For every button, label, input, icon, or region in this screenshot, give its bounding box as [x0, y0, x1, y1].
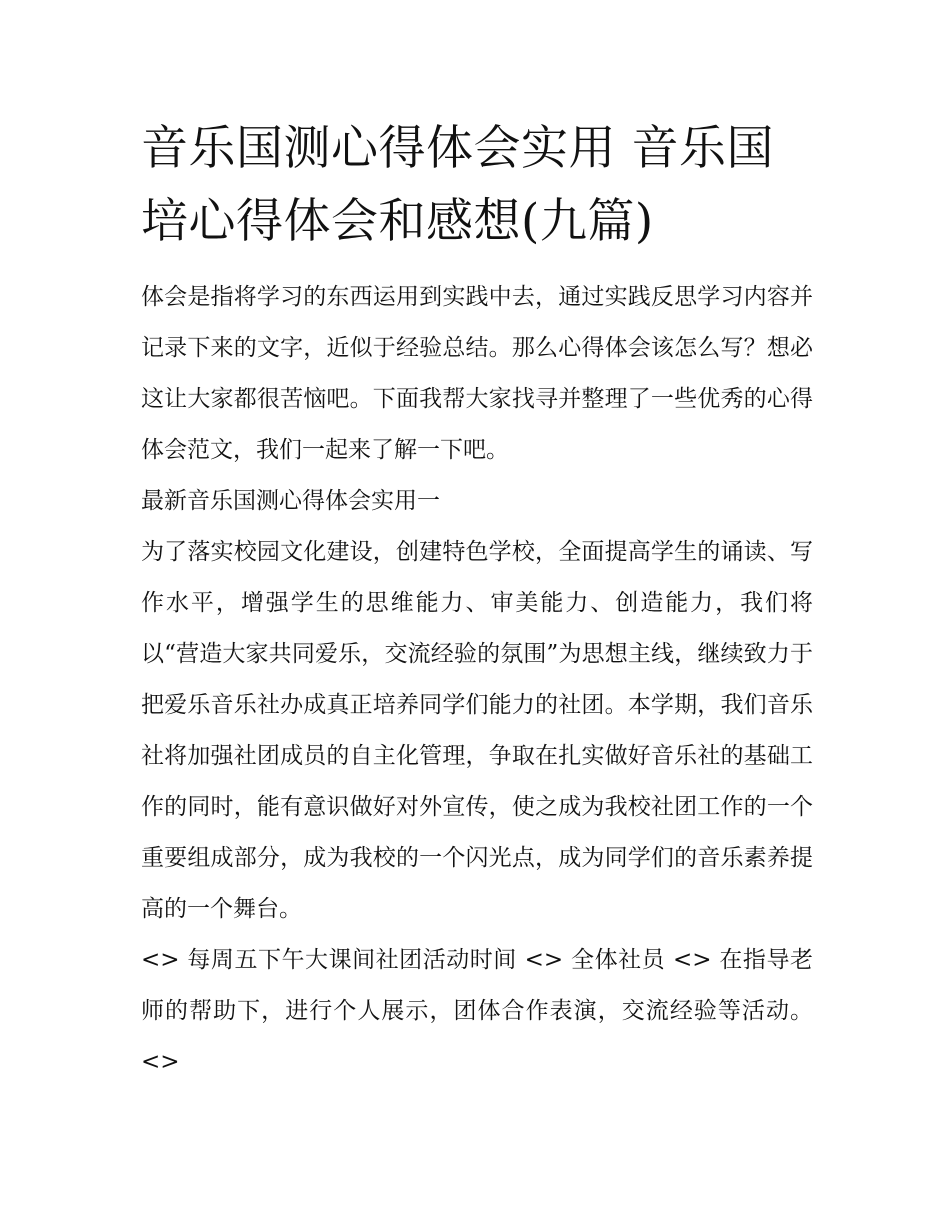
document-body: [141, 272, 813, 1088]
body-paragraph-2: <> 每周五下午大课间社团活动时间 <> 全体社员 <> 在指导老师的帮助下，进行个人展示，团体合作表演，交流经验等活动。 <>: [141, 947, 813, 1075]
document-title: 音乐国测心得体会实用 音乐国培心得体会和感想(九篇): [141, 121, 774, 249]
body-paragraph-1: 为了落实校园文化建设，创建特色学校，全面提高学生的诵读、写作水平，增强学生的思维能力、审美能力、创造能力，我们将以“营造大家共同爱乐，交流经验的氛围”为思想主线，继续致力于把爱乐音乐社办成真正培养同学们能力的社团。本学期，我们音乐社将加强社团成员的自主化管理，争取在扎实做好音乐社的基础工作的同时，能有意识做好对外宣传，使之成为我校社团工作的一个重要组成部分，成为我校的一个闪光点，成为同学们的音乐素养提高的一个舞台。: [141, 539, 813, 922]
intro-paragraph: 体会是指将学习的东西运用到实践中去，通过实践反思学习内容并记录下来的文字，近似于经验总结。那么心得体会该怎么写？想必这让大家都很苦恼吧。下面我帮大家找寻并整理了一些优秀的心得体会范文，我们一起来了解一下吧。: [141, 284, 813, 463]
document-page: [141, 112, 813, 1088]
section-heading: 最新音乐国测心得体会实用一: [141, 488, 440, 514]
